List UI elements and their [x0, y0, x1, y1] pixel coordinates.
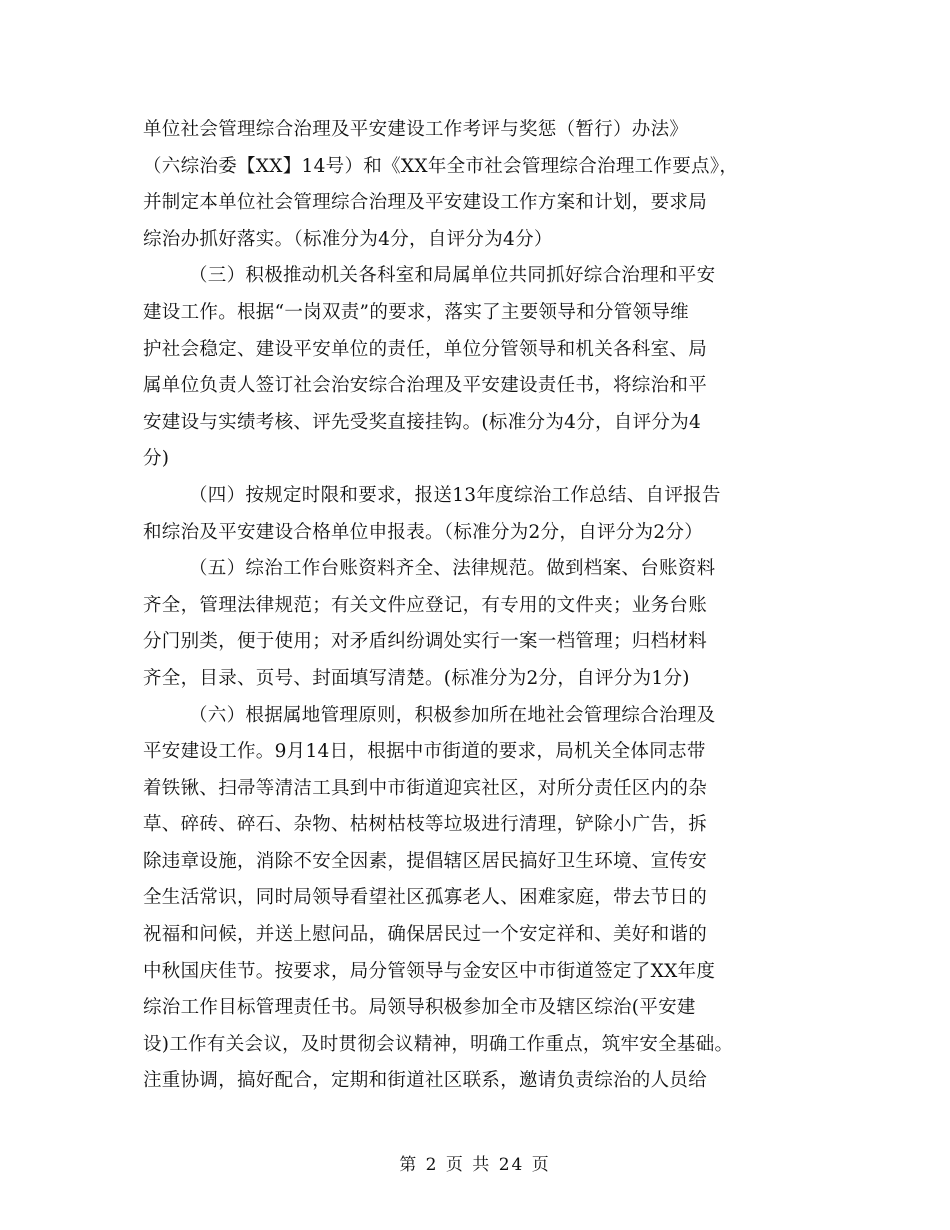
text-line: 平安建设工作。9月14日，根据中市街道的要求，局机关全体同志带	[143, 741, 706, 763]
text-line: 建设工作。根据“一岗双责”的要求，落实了主要领导和分管领导维	[143, 301, 689, 323]
paragraph-first-line: （五）综治工作台账资料齐全、法律规范。做到档案、台账资料	[189, 558, 716, 580]
text-line: 着铁锹、扫帚等清洁工具到中市街道迎宾社区，对所分责任区内的杂	[143, 777, 708, 799]
text-line: 护社会稳定、建设平安单位的责任，单位分管领导和机关各科室、局	[143, 338, 708, 360]
text-line: 单位社会管理综合治理及平安建设工作考评与奖惩（暂行）办法》	[143, 119, 689, 140]
text-line: 和综治及平安建设合格单位申报表。（标准分为2分，自评分为2分）	[143, 521, 704, 543]
text-line: 综治办抓好落实。（标准分为4分，自评分为4分）	[143, 228, 553, 250]
text-line: 齐全，管理法律规范；有关文件应登记，有专用的文件夹；业务台账	[143, 594, 708, 616]
text-line: 注重协调，搞好配合，定期和街道社区联系，邀请负责综治的人员给	[143, 1070, 708, 1092]
text-line: 祝福和问候，并送上慰问品，确保居民过一个安定祥和、美好和谐的	[143, 924, 708, 946]
text-line: 齐全，目录、页号、封面填写清楚。(标准分为2分，自评分为1分)	[143, 667, 690, 689]
document-body	[143, 112, 813, 1100]
text-line: 草、碎砖、碎石、杂物、枯树枯枝等垃圾进行清理，铲除小广告，拆	[143, 814, 708, 836]
text-line: 并制定本单位社会管理综合治理及平安建设工作方案和计划，要求局	[143, 192, 708, 214]
page-footer: 第 2 页 共 24 页	[399, 1155, 551, 1175]
text-line: 安建设与实绩考核、评先受奖直接挂钩。(标准分为4分，自评分为4	[143, 411, 702, 433]
paragraph-first-line: （四）按规定时限和要求，报送13年度综治工作总结、自评报告	[189, 484, 721, 506]
text-line: 综治工作目标管理责任书。局领导积极参加全市及辖区综治(平安建	[143, 997, 696, 1019]
text-line: 属单位负责人签订社会治安综合治理及平安建设责任书，将综治和平	[143, 375, 708, 397]
text-line: 除违章设施，消除不安全因素，提倡辖区居民搞好卫生环境、宣传安	[143, 850, 708, 872]
text-line: （六综治委【XX】14号）和《XX年全市社会管理综合治理工作要点》，	[143, 155, 739, 177]
paragraph-first-line: （三）积极推动机关各科室和局属单位共同抓好综合治理和平安	[189, 265, 716, 287]
text-line: 中秋国庆佳节。按要求，局分管领导与金安区中市街道签定了XX年度	[143, 960, 716, 982]
paragraph-first-line: （六）根据属地管理原则，积极参加所在地社会管理综合治理及	[189, 704, 716, 726]
text-line: 全生活常识，同时局领导看望社区孤寡老人、困难家庭，带去节日的	[143, 887, 708, 909]
text-line: 设)工作有关会议，及时贯彻会议精神，明确工作重点，筑牢安全基础。	[143, 1033, 734, 1055]
text-line: 分门别类，便于使用；对矛盾纠纷调处实行一案一档管理；归档材料	[143, 631, 708, 653]
text-line: 分)	[143, 448, 170, 470]
